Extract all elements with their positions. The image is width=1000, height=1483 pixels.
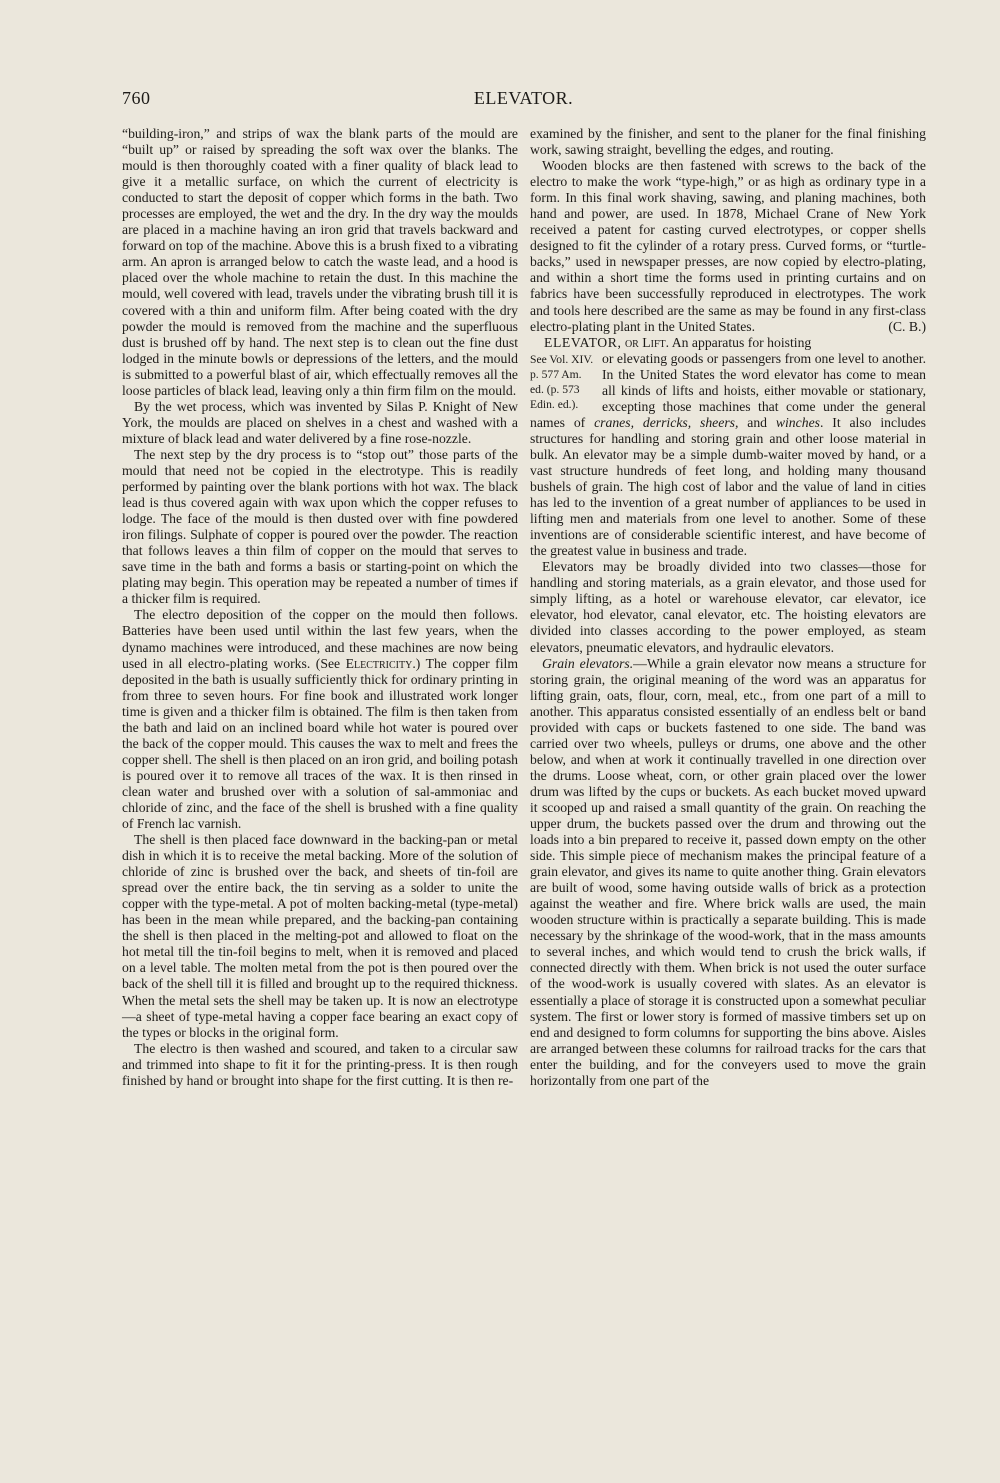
side-note-line: ed. (p. 573 bbox=[530, 383, 580, 397]
side-note-line: See Vol. XIV. bbox=[530, 352, 594, 366]
cross-reference-note bbox=[530, 352, 596, 413]
paragraph-text: The electro deposition of the copper on the mould then follows. Batteries have been used until within the last few years, when the dynamo machines were introduced, and these machines are now being used in all electro-plating works. (See bbox=[122, 607, 518, 671]
entry-text: and bbox=[738, 414, 776, 430]
entry-head-text: An apparatus for hoisting bbox=[671, 334, 812, 350]
right-column bbox=[530, 126, 926, 1089]
entry-alt-word: Lift. bbox=[642, 334, 670, 350]
entry-text: . It also includes structures for handling and storing grain and other loose material in bulk. An elevator may be a simple dumb-waiter moved by hand, or a vast structure hundreds of feet long, and holding many thousand bushels of grain. The high cost of labor and the value of land in cities has led to the invention of a great number of appliances to be used in lifting men and materials from one level to another. Some of these inventions are of considerable scientific interest, and have become of the greatest value in business and trade. bbox=[530, 414, 926, 559]
paragraph: By the wet process, which was invented by Silas P. Knight of New York, the moulds are placed on shelves in a chest and washed with a mixture of black lead and water delivered by a fine rose-nozzle. bbox=[122, 398, 518, 446]
side-note-line: Edin. ed.). bbox=[530, 398, 579, 412]
running-head bbox=[122, 88, 925, 112]
paragraph: The next step by the dry process is to “stop out” those parts of the mould that need not be copied in the electrotype. This is readily performed by painting over the blank portions with hot wax. The black lead is thus covered again with wax upon which the copper refuses to lodge. The face of the mould is then dusted over with fine powdered iron filings. Sulphate of copper is poured over the powder. The reaction that follows leaves a thin film of copper on the mould that serves to save time in the bath and forms a basis or starting-point on which the plating may begin. This operation may be repeated a number of times if a thicker film is required. bbox=[122, 446, 518, 607]
cross-reference-link[interactable]: Electricity bbox=[345, 655, 413, 671]
subsection-heading: Grain elevators. bbox=[542, 655, 634, 671]
side-note-line: p. 577 Am. bbox=[530, 367, 582, 381]
paragraph: Elevators may be broadly divided into two classes—those for handling and storing materials, as a grain elevator, and those used for simply lifting, as a hotel or warehouse elevator, car elevator, ice elevator, hod elevator, canal elevator, etc. The hoisting elevators are divided into classes according to the power employed, as steam elevators, pneumatic elevators, and hydraulic elevators. bbox=[530, 559, 926, 655]
paragraph: “building-iron,” and strips of wax the blank parts of the mould are “built up” or raised by spreading the soft wax over the blanks. The mould is then thoroughly coated with a finer quality of black lead to give it a metallic surface, on which the current of electricity is conducted to start the deposit of copper which forms in the bath. Two processes are employed, the wet and the dry. In the dry way the moulds are placed in a machine having an iron grid that travels backward and forward on top of the machine. Above this is a brush fixed to a vibrating arm. An apron is arranged below to catch the waste lead, and a hood is placed over the whole machine to retain the dust. In this machine the mould, well covered with lead, travels under the vibrating brush till it is covered with a thin and uniform film. After being coated with the dry powder the mould is removed from the machine and the superfluous dust is brushed off by hand. The next step is to clean out the fine dust lodged in the minute bowls or depressions of the letters, and the mould is submitted to a powerful blast of air, which effectually removes all the loose particles of black lead, leaving only a thin firm film on the mould. bbox=[122, 126, 518, 398]
entry-text: or elevating goods or passengers from one level to another. In the United States the word elevator has come to mean all kinds of lifts and hoists, either movable or stationary, excepting those machines that come under the general names of bbox=[530, 350, 926, 430]
paragraph: The electro is then washed and scoured, and taken to a circular saw and trimmed into shape to fit it for the printing-press. It is then rough finished by hand or brought into shape for the first cutting. It is then re- bbox=[122, 1040, 518, 1088]
paragraph: The shell is then placed face downward in the backing-pan or metal dish in which it is to receive the metal backing. More of the solution of chloride of zinc is brushed over the back, and sheets of tin-foil are spread over the entire back, the tin serving as a solder to unite the copper with the type-metal. A pot of molten backing-metal (type-metal) has been in the mean while prepared, and the backing-pan containing the shell is then placed in the melting-pot and allowed to float on the hot metal till the tin-foil begins to melt, when it is removed and placed on a level table. The molten metal from the pot is then poured over the back of the shell till it is filled and brought up to the required thickness. When the metal sets the shell may be taken up. It is now an electrotype—a sheet of type-metal having a copper face bearing an exact copy of the types or blocks in the original form. bbox=[122, 832, 518, 1040]
author-signature: (C. B.) bbox=[888, 318, 926, 334]
section-title: ELEVATOR. bbox=[473, 88, 574, 108]
entry-headword: ELEVATOR, bbox=[544, 334, 622, 350]
entry-italic-term: winches bbox=[775, 414, 820, 430]
entry-or: or bbox=[624, 334, 639, 350]
entry-italic-terms: cranes, derricks, sheers, bbox=[594, 414, 739, 430]
paragraph bbox=[530, 656, 926, 1089]
entry-heading bbox=[530, 335, 926, 351]
paragraph-text: .) The copper film deposited in the bath is usually sufficiently thick for ordinary printing in from three to seven hours. For fine book and illustrated work longer time is given and a thicker film is obtained. The film is then taken from the bath and laid on an inclined board while hot water is poured over the back of the copper mould. This causes the wax to melt and frees the copper shell. The shell is then placed on an iron grid, and boiling potash is poured over it to remove all traces of the wax. It is then rinsed in clean water and brushed over with a solution of sal-ammoniac and chloride of zinc, and the face of the shell is brushed with a fine quality of French lac varnish. bbox=[122, 655, 518, 832]
encyclopedia-entry-elevator bbox=[530, 335, 926, 560]
paragraph: examined by the finisher, and sent to the planer for the final finishing work, sawing straight, bevelling the edges, and routing. bbox=[530, 126, 926, 158]
paragraph bbox=[530, 158, 926, 335]
page-number: 760 bbox=[122, 88, 151, 108]
paragraph-text: Wooden blocks are then fastened with screws to the back of the electro to make the work “type-high,” or as high as ordinary type in a form. In this final work shaving, sawing, and planing machines, both hand and power, are used. In 1878, Michael Crane of New York received a patent for casting curved electrotypes, or copper shells designed to fit the cylinder of a rotary press. Curved forms, or “turtle-backs,” used in newspaper presses, are now copied by electro-plating, and within a short time the forms used in printing curtains and on fabrics have been successfully reproduced in electrotypes. The work and tools here described are the same as may be found in any first-class electro-plating plant in the United States. bbox=[530, 158, 926, 334]
paragraph-text: —While a grain elevator now means a structure for storing grain, the original meaning of the word was an apparatus for lifting grain, oats, flour, corn, meal, etc., from one part of a mill to another. This apparatus consisted essentially of an endless belt or band provided with caps or buckets fastened to one side. The band was carried over two wheels, pulleys or drums, one above and the other below, and when at work it continually travelled in one direction over the drums. Loose wheat, corn, or other grain placed over the lower drum was lifted by the cups or buckets. As each bucket moved upward it scooped up and raised a small quantity of the grain. On reaching the upper drum, the buckets passed over the drum and throwing out the loads into a bin prepared to receive it, passed down empty on the other side. This simple piece of mechanism makes the principal feature of a grain elevator, and gives its name to quite another thing. Grain elevators are built of wood, some having outside walls of brick as a protection against the weather and fire. Where brick walls are used, the main wooden structure within is practically a separate building. This is made necessary by the shrinkage of the wood-work, that in the mass amounts to several inches, and which would tend to crush the brick walls, if connected directly with them. When brick is not used the outer surface of the wood-work is usually covered with slates. As an elevator is essentially a place of storage it is constructed upon a somewhat peculiar system. The first or lower story is formed of massive timbers set up on end and designed to form columns for supporting the bins above. Aisles are arranged between these columns for railroad tracks for the cars that enter the building, and for the conveyers used to move the grain horizontally from one part of the bbox=[530, 655, 926, 1088]
paragraph bbox=[122, 607, 518, 832]
left-column bbox=[122, 126, 518, 1089]
